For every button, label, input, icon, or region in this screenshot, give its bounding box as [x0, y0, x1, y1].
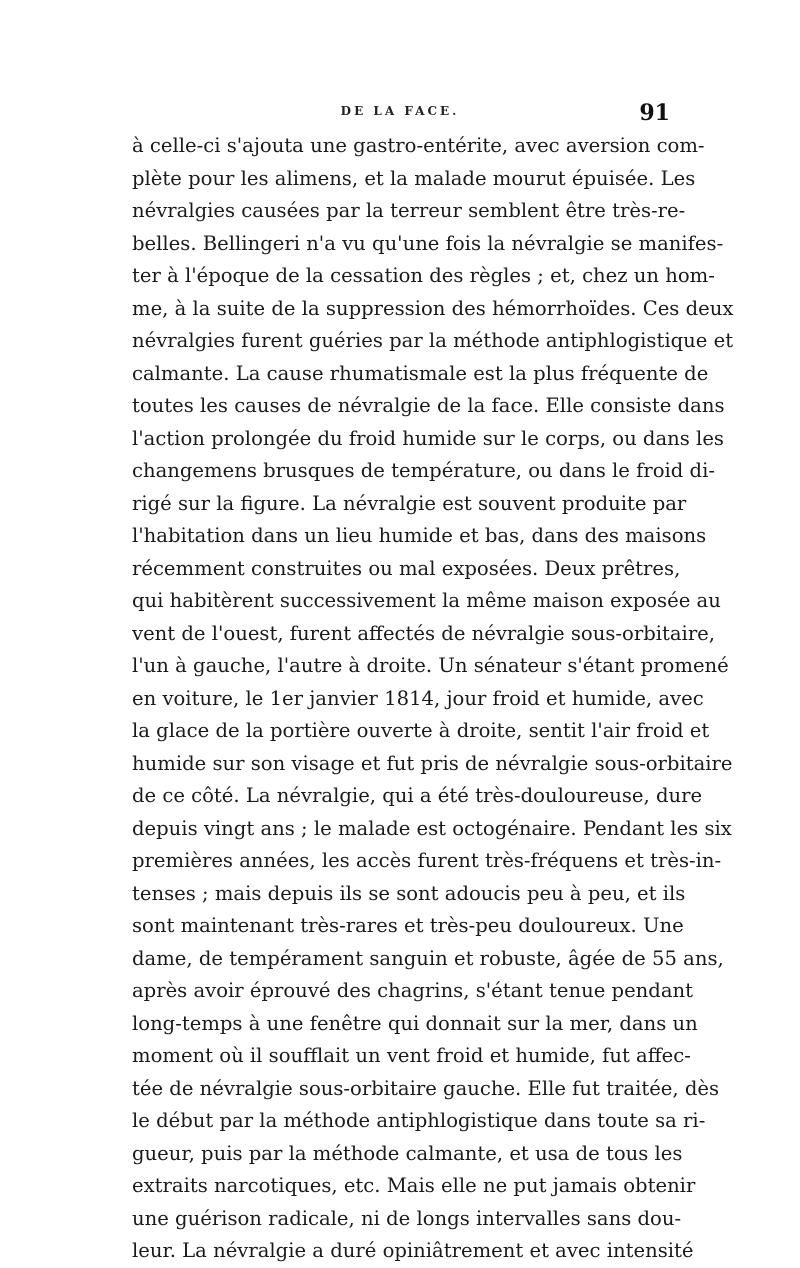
- running-head: [132, 100, 668, 130]
- running-title: DE LA FACE.: [340, 104, 460, 118]
- text-line: dame, de tempérament sanguin et robuste, âgée de 55 ans,: [132, 946, 724, 970]
- text-line: depuis vingt ans ; le malade est octogénaire. Pendant les six: [132, 816, 732, 840]
- text-line: la glace de la portière ouverte à droite, sentit l'air froid et: [132, 719, 710, 742]
- text-line: tée de névralgie sous-orbitaire gauche. Elle fut traitée, dès: [132, 1076, 720, 1100]
- body-text: [132, 130, 734, 1268]
- text-line: le début par la méthode antiphlogistique dans toute sa ri-: [132, 1109, 706, 1132]
- text-line: humide sur son visage et fut pris de névralgie sous-orbitaire: [132, 751, 733, 775]
- text-line: changemens brusques de température, ou dans le froid di-: [132, 459, 715, 482]
- text-line: l'action prolongée du froid humide sur le corps, ou dans les: [132, 426, 724, 450]
- text-line: à celle-ci s'ajouta une gastro-entérite, avec aversion com-: [132, 134, 705, 157]
- text-line: calmante. La cause rhumatismale est la plus fréquente de: [132, 361, 709, 385]
- text-line: en voiture, le 1er janvier 1814, jour froid et humide, avec: [132, 686, 704, 710]
- text-line: gueur, puis par la méthode calmante, et usa de tous les: [132, 1141, 683, 1165]
- text-line: l'un à gauche, l'autre à droite. Un sénateur s'étant promené: [132, 654, 729, 677]
- text-line: névralgies causées par la terreur semblent être très-re-: [132, 199, 686, 222]
- page-number: 91: [639, 100, 670, 126]
- text-line: long-temps à une fenêtre qui donnait sur la mer, dans un: [132, 1011, 698, 1035]
- text-line: l'habitation dans un lieu humide et bas, dans des maisons: [132, 524, 707, 547]
- text-line: après avoir éprouvé des chagrins, s'étant tenue pendant: [132, 979, 694, 1002]
- text-line: qui habitèrent successivement la même maison exposée au: [132, 589, 721, 612]
- text-line: extraits narcotiques, etc. Mais elle ne put jamais obtenir: [132, 1174, 696, 1197]
- text-line: une guérison radicale, ni de longs intervalles sans dou-: [132, 1206, 682, 1230]
- text-line: toutes les causes de névralgie de la face. Elle consiste dans: [132, 394, 725, 417]
- text-line: vent de l'ouest, furent affectés de névralgie sous-orbitaire,: [132, 621, 716, 645]
- text-line: me, à la suite de la suppression des hémorrhoïdes. Ces deux: [132, 296, 734, 320]
- text-line: tenses ; mais depuis ils se sont adoucis peu à peu, et ils: [132, 881, 686, 905]
- text-line: premières années, les accès furent très-fréquens et très-in-: [132, 849, 722, 872]
- text-line: sont maintenant très-rares et très-peu douloureux. Une: [132, 914, 684, 937]
- text-line: récemment construites ou mal exposées. Deux prêtres,: [132, 556, 681, 580]
- text-line: plète pour les alimens, et la malade mourut épuisée. Les: [132, 166, 696, 190]
- text-line: névralgies furent guéries par la méthode antiphlogistique et: [132, 329, 734, 352]
- text-line: leur. La névralgie a duré opiniâtrement et avec intensité: [132, 1239, 694, 1262]
- text-line: ter à l'époque de la cessation des règles ; et, chez un hom-: [132, 264, 715, 287]
- text-line: moment où il soufflait un vent froid et humide, fut affec-: [132, 1044, 691, 1067]
- text-line: belles. Bellingeri n'a vu qu'une fois la névralgie se manifes-: [132, 231, 724, 255]
- text-line: rigé sur la figure. La névralgie est souvent produite par: [132, 491, 687, 515]
- text-line: de ce côté. La névralgie, qui a été très-douloureuse, dure: [132, 784, 703, 807]
